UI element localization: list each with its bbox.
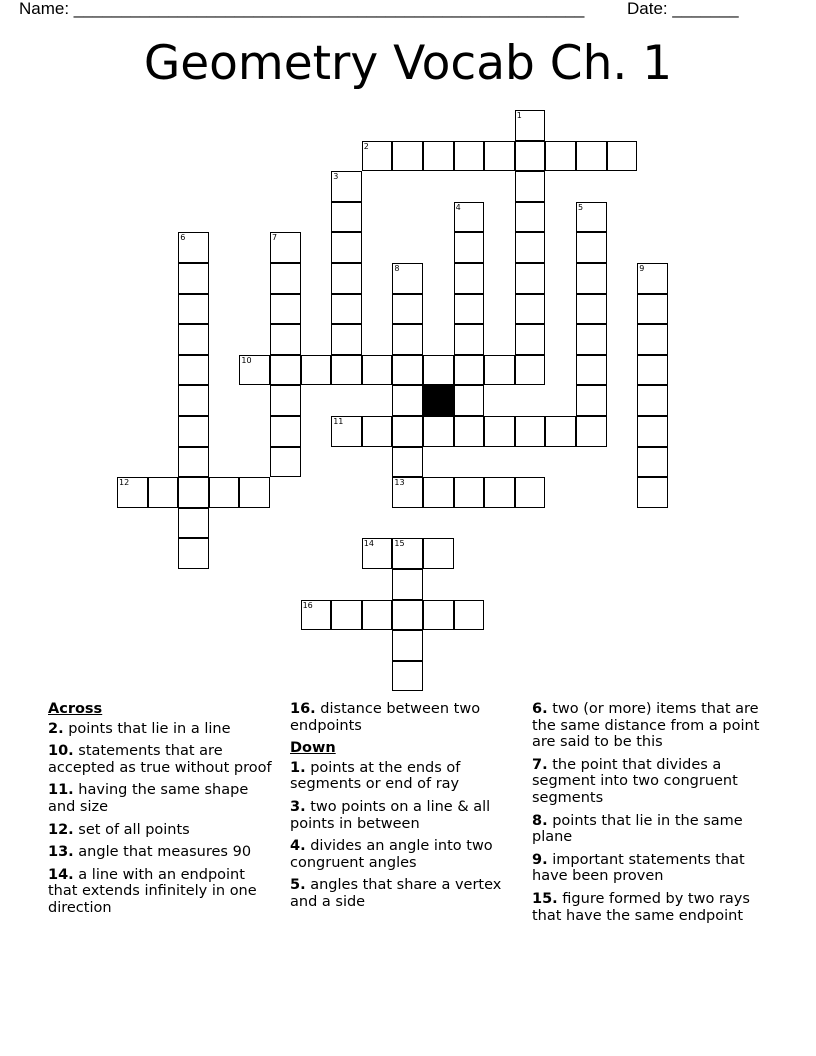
grid-cell[interactable]	[178, 538, 209, 569]
grid-cell[interactable]	[148, 477, 179, 508]
grid-cell[interactable]	[331, 416, 362, 447]
grid-cell[interactable]	[515, 141, 546, 172]
page-title: Geometry Vocab Ch. 1	[143, 36, 673, 91]
grid-cell[interactable]	[576, 202, 607, 233]
grid-cell[interactable]	[270, 416, 301, 447]
grid-cell[interactable]	[392, 263, 423, 294]
grid-cell[interactable]	[454, 416, 485, 447]
grid-cell[interactable]	[270, 385, 301, 416]
grid-cell[interactable]	[454, 355, 485, 386]
grid-cell[interactable]	[392, 447, 423, 478]
grid-cell[interactable]	[392, 385, 423, 416]
grid-cell[interactable]	[392, 477, 423, 508]
grid-cell[interactable]	[117, 477, 148, 508]
grid-cell[interactable]	[178, 385, 209, 416]
grid-cell[interactable]	[637, 355, 668, 386]
grid-cell[interactable]	[362, 141, 393, 172]
grid-cell[interactable]	[362, 538, 393, 569]
grid-cell[interactable]	[454, 600, 485, 631]
clue-number: 3.	[290, 798, 306, 815]
cell-number: 10	[241, 355, 252, 365]
clue-number: 11.	[48, 782, 74, 799]
grid-cell[interactable]	[637, 324, 668, 355]
grid-cell[interactable]	[454, 294, 485, 325]
grid-cell[interactable]	[454, 477, 485, 508]
clue-number: 1.	[290, 759, 306, 776]
grid-cell[interactable]	[454, 385, 485, 416]
grid-cell[interactable]	[515, 263, 546, 294]
grid-cell[interactable]	[515, 171, 546, 202]
clue-across-2	[48, 721, 276, 738]
clue-across-12	[48, 822, 276, 839]
grid-cell[interactable]	[515, 416, 546, 447]
clue-down-1	[290, 760, 518, 793]
across-heading: Across	[48, 701, 103, 717]
grid-cell[interactable]	[515, 355, 546, 386]
grid-cell[interactable]	[423, 416, 454, 447]
clue-number: 8.	[532, 812, 548, 829]
cell-number: 8	[394, 264, 400, 273]
clue-column-1	[48, 701, 276, 923]
clue-column-2	[290, 701, 518, 917]
clue-down-15	[532, 891, 760, 924]
grid-cell[interactable]	[484, 416, 515, 447]
black-cell	[423, 385, 454, 416]
grid-cell[interactable]	[362, 600, 393, 631]
grid-cell[interactable]	[515, 110, 546, 141]
clue-text: the point that divides a segment into two congruent segments	[532, 756, 738, 806]
grid-cell[interactable]	[331, 263, 362, 294]
grid-cell[interactable]	[637, 447, 668, 478]
grid-cell[interactable]	[178, 416, 209, 447]
clue-across-14	[48, 867, 276, 917]
grid-cell[interactable]	[515, 477, 546, 508]
clue-text: two (or more) items that are the same distance from a point are said to be this	[532, 701, 760, 751]
grid-cell[interactable]	[331, 202, 362, 233]
grid-cell[interactable]	[331, 232, 362, 263]
grid-cell[interactable]	[423, 141, 454, 172]
grid-cell[interactable]	[178, 355, 209, 386]
grid-cell[interactable]	[484, 141, 515, 172]
clue-down-5	[290, 877, 518, 910]
grid-cell[interactable]	[576, 385, 607, 416]
grid-cell[interactable]	[637, 385, 668, 416]
grid-cell[interactable]	[637, 263, 668, 294]
grid-cell[interactable]	[637, 477, 668, 508]
clue-number: 12.	[48, 821, 74, 838]
clue-text: angles that share a vertex and a side	[290, 877, 502, 910]
grid-cell[interactable]	[301, 600, 332, 631]
grid-cell[interactable]	[331, 355, 362, 386]
grid-cell[interactable]	[515, 324, 546, 355]
clue-down-4	[290, 838, 518, 871]
grid-cell[interactable]	[239, 355, 270, 386]
clue-down-8	[532, 813, 760, 846]
grid-cell[interactable]	[270, 263, 301, 294]
grid-cell[interactable]	[178, 263, 209, 294]
cell-number: 9	[639, 264, 645, 273]
grid-cell[interactable]	[637, 416, 668, 447]
grid-cell[interactable]	[545, 141, 576, 172]
grid-cell[interactable]	[178, 324, 209, 355]
clue-text: figure formed by two rays that have the same endpoint	[532, 890, 750, 924]
cell-number: 16	[302, 600, 313, 610]
grid-cell[interactable]	[545, 416, 576, 447]
grid-cell[interactable]	[576, 324, 607, 355]
clue-number: 10.	[48, 743, 74, 760]
grid-cell[interactable]	[423, 600, 454, 631]
clue-text: important statements that have been proven	[532, 851, 745, 885]
grid-cell[interactable]	[362, 355, 393, 386]
grid-cell[interactable]	[301, 355, 332, 386]
grid-cell[interactable]	[576, 355, 607, 386]
clue-text: set of all points	[78, 821, 190, 838]
clue-across-16	[290, 701, 518, 734]
cell-number: 6	[180, 233, 186, 243]
grid-cell[interactable]	[392, 355, 423, 386]
down-heading: Down	[290, 740, 336, 757]
clue-text: angle that measures 90	[78, 844, 252, 861]
clue-text: distance between two endpoints	[290, 701, 481, 734]
grid-cell[interactable]	[576, 232, 607, 263]
clue-number: 4.	[290, 838, 306, 855]
grid-cell[interactable]	[331, 171, 362, 202]
grid-cell[interactable]	[392, 569, 423, 600]
clue-text: statements that are accepted as true without proof	[48, 743, 272, 776]
date-field[interactable]: Date: _______	[627, 0, 739, 18]
clue-number: 6.	[532, 701, 548, 717]
grid-cell[interactable]	[178, 232, 209, 263]
cell-number: 2	[363, 141, 369, 151]
clue-text: having the same shape and size	[48, 782, 249, 815]
clue-down-7	[532, 757, 760, 807]
grid-cell[interactable]	[270, 294, 301, 325]
grid-cell[interactable]	[270, 355, 301, 386]
clue-number: 15.	[532, 890, 558, 907]
grid-cell[interactable]	[576, 416, 607, 447]
clue-text: points at the ends of segments or end of ray	[290, 759, 461, 793]
cell-number: 3	[333, 172, 339, 182]
clue-text: points that lie in a line	[68, 720, 231, 737]
cell-number: 5	[578, 202, 584, 212]
grid-cell[interactable]	[178, 508, 209, 539]
clue-text: two points on a line & all points in between	[290, 798, 491, 832]
grid-cell[interactable]	[576, 294, 607, 325]
grid-cell[interactable]	[209, 477, 240, 508]
grid-cell[interactable]	[607, 141, 638, 172]
cell-number: 7	[272, 233, 278, 243]
grid-cell[interactable]	[423, 477, 454, 508]
grid-cell[interactable]	[515, 294, 546, 325]
clue-text: divides an angle into two congruent angles	[290, 838, 493, 871]
cell-number: 13	[394, 478, 405, 488]
cell-number: 12	[119, 478, 130, 488]
clue-number: 2.	[48, 720, 64, 737]
grid-cell[interactable]	[392, 416, 423, 447]
grid-cell[interactable]	[454, 141, 485, 172]
clue-across-11	[48, 782, 276, 815]
clue-text: a line with an endpoint that extends infinitely in one direction	[48, 866, 257, 916]
grid-cell[interactable]	[392, 538, 423, 569]
grid-cell[interactable]	[270, 232, 301, 263]
clue-number: 5.	[290, 877, 306, 894]
grid-cell[interactable]	[392, 600, 423, 631]
grid-cell[interactable]	[637, 294, 668, 325]
grid-cell[interactable]	[362, 416, 393, 447]
name-field[interactable]: Name: ______________________________________________________	[19, 0, 585, 18]
grid-cell[interactable]	[392, 294, 423, 325]
clue-down-6	[532, 701, 760, 751]
clue-number: 9.	[532, 851, 548, 868]
grid-cell[interactable]	[392, 630, 423, 661]
grid-cell[interactable]	[423, 538, 454, 569]
clue-across-13	[48, 844, 276, 861]
grid-cell[interactable]	[454, 324, 485, 355]
grid-cell[interactable]	[270, 447, 301, 478]
clue-column-3	[532, 701, 760, 930]
clue-text: points that lie in the same plane	[532, 812, 743, 846]
grid-cell[interactable]	[392, 141, 423, 172]
grid-cell[interactable]	[576, 141, 607, 172]
grid-cell[interactable]	[331, 294, 362, 325]
cell-number: 1	[516, 111, 522, 120]
grid-cell[interactable]	[454, 202, 485, 233]
grid-cell[interactable]	[576, 263, 607, 294]
clue-across-10	[48, 743, 276, 776]
grid-cell[interactable]	[270, 324, 301, 355]
grid-cell[interactable]	[454, 263, 485, 294]
grid-cell[interactable]	[392, 324, 423, 355]
clue-number: 14.	[48, 866, 74, 883]
grid-cell[interactable]	[454, 232, 485, 263]
clue-down-3	[290, 799, 518, 832]
grid-cell[interactable]	[178, 447, 209, 478]
grid-cell[interactable]	[484, 355, 515, 386]
clue-number: 13.	[48, 844, 74, 861]
clue-number: 16.	[290, 701, 316, 717]
cell-number: 11	[333, 417, 344, 426]
cell-number: 14	[363, 539, 374, 549]
cell-number: 4	[455, 202, 461, 212]
grid-cell[interactable]	[239, 477, 270, 508]
grid-cell[interactable]	[331, 324, 362, 355]
clue-number: 7.	[532, 756, 548, 773]
grid-cell[interactable]	[178, 294, 209, 325]
grid-cell[interactable]	[515, 202, 546, 233]
cell-number: 15	[394, 539, 405, 549]
grid-cell[interactable]	[515, 232, 546, 263]
grid-cell[interactable]	[423, 355, 454, 386]
clue-down-9	[532, 852, 760, 885]
grid-cell[interactable]	[331, 600, 362, 631]
grid-cell[interactable]	[178, 477, 209, 508]
grid-cell[interactable]	[392, 661, 423, 692]
grid-cell[interactable]	[484, 477, 515, 508]
